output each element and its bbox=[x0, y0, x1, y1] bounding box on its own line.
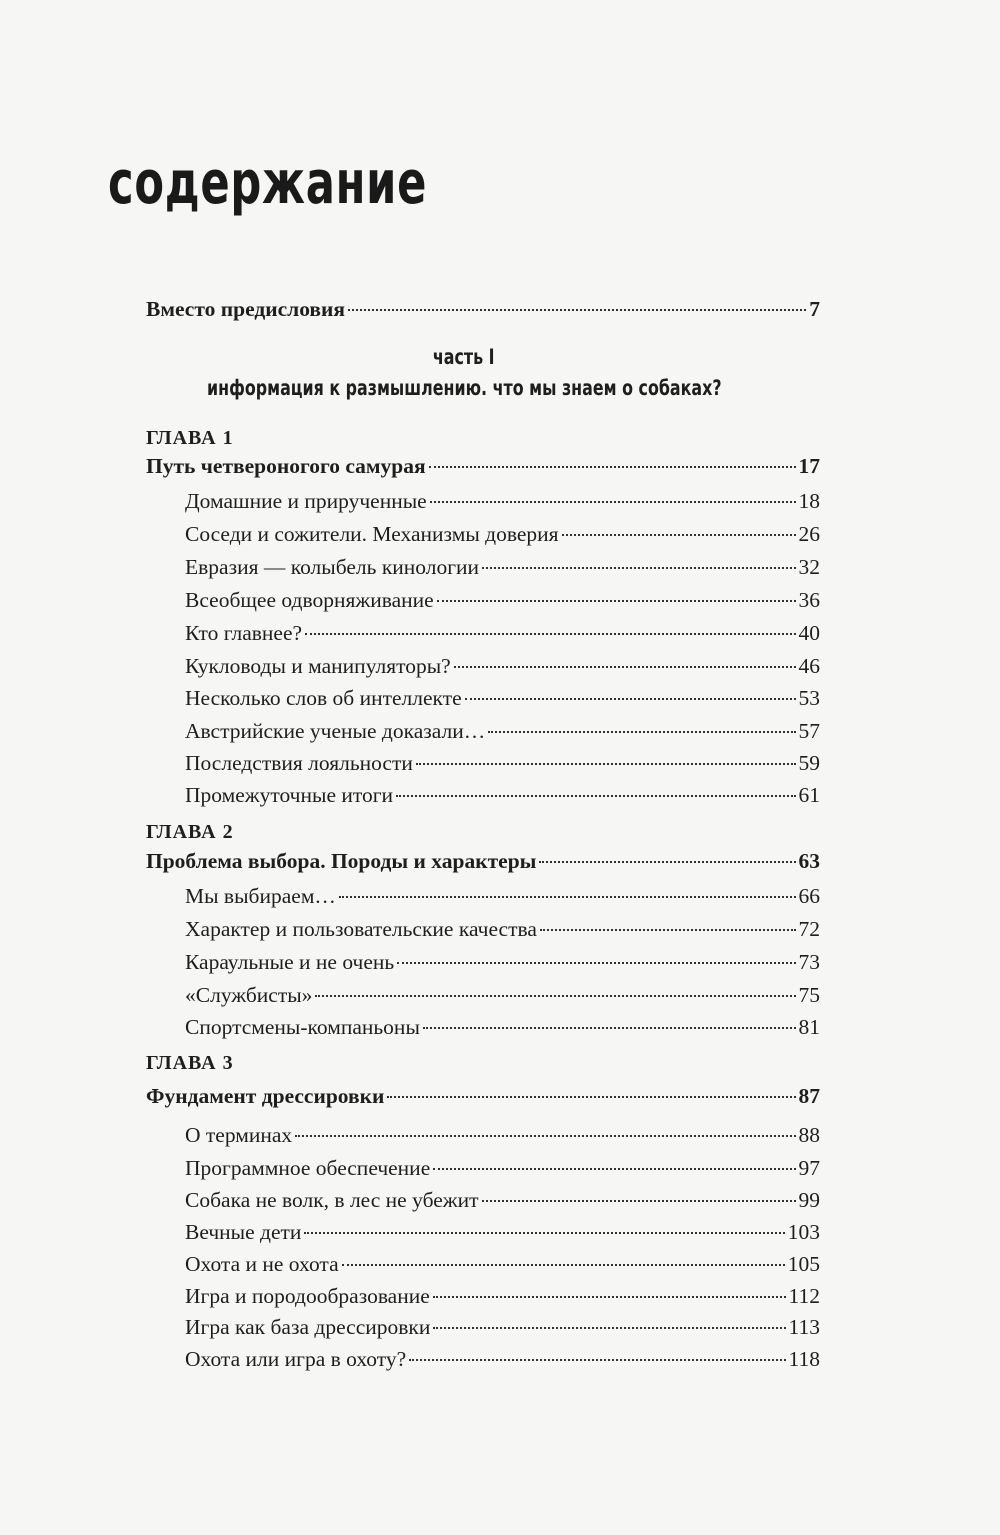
toc-chapter-entry[interactable] bbox=[146, 451, 820, 481]
toc-section-entry[interactable] bbox=[185, 1344, 820, 1374]
toc-section-entry[interactable] bbox=[185, 1249, 820, 1279]
toc-section-entry[interactable] bbox=[185, 1153, 820, 1183]
toc-page-number: 40 bbox=[798, 621, 820, 645]
toc-entry-label: Проблема выбора. Породы и характеры bbox=[146, 849, 537, 873]
toc-section-entry[interactable] bbox=[185, 1217, 820, 1247]
toc-entry-label: Вечные дети bbox=[185, 1220, 302, 1244]
dot-leader bbox=[387, 1095, 795, 1098]
dot-leader bbox=[423, 1026, 796, 1029]
toc-section-entry[interactable] bbox=[185, 1120, 820, 1150]
toc-entry-label: Программное обеспечение bbox=[185, 1156, 431, 1180]
toc-entry-label: Кто главнее? bbox=[185, 621, 303, 645]
toc-entry-label: Всеобщее одворняживание bbox=[185, 588, 434, 612]
toc-entry-label: Игра и породообразование bbox=[185, 1284, 430, 1308]
toc-page-number: 113 bbox=[788, 1315, 820, 1339]
toc-page-number: 63 bbox=[798, 849, 820, 873]
toc-entry-label: Охота или игра в охоту? bbox=[185, 1347, 407, 1371]
toc-section-entry[interactable] bbox=[185, 947, 820, 977]
toc-page-number: 105 bbox=[787, 1252, 820, 1276]
dot-leader bbox=[454, 665, 796, 668]
dot-leader bbox=[304, 1231, 784, 1234]
toc-page-number: 99 bbox=[798, 1188, 820, 1212]
toc-entry-label: О терминах bbox=[185, 1123, 293, 1147]
toc-section-entry[interactable] bbox=[185, 980, 820, 1010]
dot-leader bbox=[342, 1263, 785, 1266]
dot-leader bbox=[433, 1326, 785, 1329]
dot-leader bbox=[433, 1167, 795, 1170]
toc-page-number: 7 bbox=[809, 297, 820, 321]
toc-page-number: 118 bbox=[788, 1347, 820, 1371]
toc-entry-label: Караульные и не очень bbox=[185, 950, 395, 974]
toc-page-number: 66 bbox=[798, 884, 820, 908]
toc-page-number: 61 bbox=[798, 783, 820, 807]
toc-section-entry[interactable] bbox=[185, 618, 820, 648]
toc-entry-label: Последствия лояльности bbox=[185, 751, 413, 775]
toc-page-number: 97 bbox=[798, 1156, 820, 1180]
toc-entry-label: Охота и не охота bbox=[185, 1252, 339, 1276]
toc-entry-label: Домашние и прирученные bbox=[185, 489, 427, 513]
dot-leader bbox=[433, 1295, 786, 1298]
dot-leader bbox=[305, 632, 795, 635]
dot-leader bbox=[397, 961, 795, 964]
toc-entry-label: Игра как база дрессировки bbox=[185, 1315, 431, 1339]
dot-leader bbox=[539, 860, 795, 863]
toc-entry-intro[interactable] bbox=[146, 294, 820, 324]
toc-page-number: 46 bbox=[798, 654, 820, 678]
toc-entry-label: Собака не волк, в лес не убежит bbox=[185, 1188, 479, 1212]
toc-page-number: 75 bbox=[798, 983, 820, 1007]
toc-page-number: 36 bbox=[798, 588, 820, 612]
toc-section-entry[interactable] bbox=[185, 780, 820, 810]
toc-page-number: 18 bbox=[798, 489, 820, 513]
toc-section-entry[interactable] bbox=[185, 716, 820, 746]
dot-leader bbox=[295, 1134, 795, 1137]
toc-entry-label: Вместо предисловия bbox=[146, 297, 346, 321]
dot-leader bbox=[315, 994, 795, 997]
toc-section-entry[interactable] bbox=[185, 486, 820, 516]
chapter-heading: ГЛАВА 1 bbox=[146, 427, 234, 449]
toc-page-number: 73 bbox=[798, 950, 820, 974]
toc-page-number: 57 bbox=[798, 719, 820, 743]
toc-page-number: 26 bbox=[798, 522, 820, 546]
dot-leader bbox=[465, 697, 796, 700]
toc-entry-label: Кукловоды и манипуляторы? bbox=[185, 654, 451, 678]
toc-entry-label: Характер и пользовательские качества bbox=[185, 917, 537, 941]
dot-leader bbox=[562, 533, 796, 536]
dot-leader bbox=[416, 762, 796, 765]
toc-section-entry[interactable] bbox=[185, 552, 820, 582]
toc-chapter-entry[interactable] bbox=[146, 846, 820, 876]
dot-leader bbox=[437, 599, 796, 602]
toc-page-number: 103 bbox=[787, 1220, 820, 1244]
toc-page-number: 32 bbox=[798, 555, 820, 579]
toc-entry-label: Евразия — колыбель кинологии bbox=[185, 555, 480, 579]
part-title: информация к размышлению. что мы знаем о собаках? bbox=[206, 376, 722, 400]
toc-section-entry[interactable] bbox=[185, 683, 820, 713]
dot-leader bbox=[540, 928, 796, 931]
toc-chapter-entry[interactable] bbox=[146, 1081, 820, 1111]
toc-page-number: 59 bbox=[798, 751, 820, 775]
dot-leader bbox=[482, 566, 795, 569]
toc-page-number: 53 bbox=[798, 686, 820, 710]
dot-leader bbox=[482, 1199, 796, 1202]
toc-section-entry[interactable] bbox=[185, 519, 820, 549]
toc-page-number: 87 bbox=[798, 1084, 820, 1108]
toc-entry-label: Австрийские ученые доказали… bbox=[185, 719, 486, 743]
part-number: часть I bbox=[433, 345, 495, 369]
toc-section-entry[interactable] bbox=[185, 585, 820, 615]
toc-entry-label: «Службисты» bbox=[185, 983, 313, 1007]
toc-page-number: 112 bbox=[788, 1284, 820, 1308]
chapter-heading: ГЛАВА 2 bbox=[146, 821, 234, 843]
toc-entry-label: Промежуточные итоги bbox=[185, 783, 394, 807]
toc-section-entry[interactable] bbox=[185, 1281, 820, 1311]
toc-section-entry[interactable] bbox=[185, 1312, 820, 1342]
dot-leader bbox=[430, 500, 796, 503]
dot-leader bbox=[339, 895, 796, 898]
dot-leader bbox=[396, 794, 795, 797]
toc-section-entry[interactable] bbox=[185, 748, 820, 778]
toc-entry-label: Спортсмены-компаньоны bbox=[185, 1015, 420, 1039]
toc-entry-label: Несколько слов об интеллекте bbox=[185, 686, 462, 710]
toc-section-entry[interactable] bbox=[185, 881, 820, 911]
toc-page-number: 81 bbox=[798, 1015, 820, 1039]
page-title: содержание bbox=[108, 148, 428, 218]
toc-entry-label: Соседи и сожители. Механизмы доверия bbox=[185, 522, 559, 546]
toc-page-number: 72 bbox=[798, 917, 820, 941]
toc-section-entry[interactable] bbox=[185, 1012, 820, 1042]
toc-entry-label: Фундамент дрессировки bbox=[146, 1084, 385, 1108]
dot-leader bbox=[429, 465, 796, 468]
toc-section-entry[interactable] bbox=[185, 914, 820, 944]
toc-page-number: 17 bbox=[798, 454, 820, 478]
toc-section-entry[interactable] bbox=[185, 1185, 820, 1215]
toc-entry-label: Путь четвероногого самурая bbox=[146, 454, 426, 478]
toc-page-number: 88 bbox=[798, 1123, 820, 1147]
toc-section-entry[interactable] bbox=[185, 651, 820, 681]
toc-entry-label: Мы выбираем… bbox=[185, 884, 336, 908]
dot-leader bbox=[409, 1358, 785, 1361]
dot-leader bbox=[348, 308, 806, 311]
dot-leader bbox=[488, 730, 795, 733]
chapter-heading: ГЛАВА 3 bbox=[146, 1052, 234, 1074]
